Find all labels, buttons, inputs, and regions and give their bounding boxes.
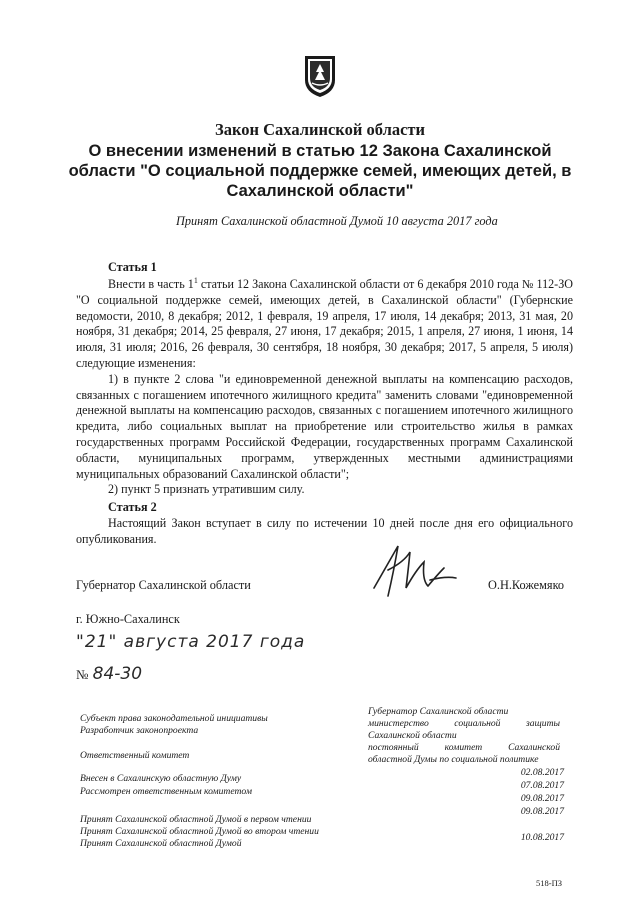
article-1-item-1: 1) в пункте 2 слова "и единовременной денежной выплаты на компенсацию расходов, связанных с погашением ипотечного жилищного кредита" заменить словами "единовременной денежной выплаты на компенсацию расходов, связанных с погашением ипотечного жилищного кредита, либо социальных выплат на приобретение или строительство жилья в рамках государственных программ Российской Федерации, государственных программ Сахалинской области, муниципальных программ, утвержденных местными администрациями муниципальных образований Сахалинской области";: [76, 371, 573, 481]
signatory-position: Губернатор Сахалинской области: [76, 578, 251, 592]
document-code: 518-ПЗ: [536, 878, 562, 888]
adoption-note: Принят Сахалинской областной Думой 10 августа 2017 года: [176, 214, 498, 228]
law-number: [76, 664, 142, 684]
law-subtitle: О внесении изменений в статью 12 Закона Сахалинской области "О социальной поддержке семей, имеющих детей, в Сахалинской области": [68, 142, 572, 200]
footer-committee: постоянный комитет Сахалинской: [368, 742, 560, 753]
footer-developer: министерство социальной защиты: [368, 718, 560, 729]
footer-date-adopted: 10.08.2017: [520, 832, 564, 843]
footer-submitted-label: Внесен в Сахалинскую областную Думу: [80, 773, 242, 784]
footer-date-third: 09.08.2017: [520, 793, 564, 804]
footer-committee-label: Ответственный комитет: [80, 750, 190, 761]
article-1-heading: Статья 1: [108, 260, 157, 274]
signing-city: г. Южно-Сахалинск: [76, 612, 180, 626]
footer-date-first-reading: 09.08.2017: [520, 806, 564, 817]
handwritten-signature: [368, 540, 460, 598]
article-2-heading: Статья 2: [108, 500, 157, 514]
footer-committee-cont: областной Думы по социальной политике: [368, 754, 539, 765]
article-1-intro: Внести в часть $1^1$ статьи 12 Закона Сахалинской области от 6 декабря 2010 года № 112-ЗО "О социальной поддержке семей, имеющих детей, в Сахалинской области" (Губернские ведомости, 2010, 8 декабря; 2012, 1 февраля, 19 апреля, 17 июля, 14 декабря; 2013, 31 мая, 20 ноября, 31 декабря; 2014, 25 февраля, 27 июня, 17 декабря; 2015, 1 апреля, 27 июня, 1 июня, 14 июля, 31 июля; 2016, 26 февраля, 30 сентября, 18 ноября, 30 декабря; 2017, 5 апреля, 5 июля) следующие изменения:: [76, 275, 574, 370]
article-1-item-2: 2) пункт 5 признать утратившим силу.: [108, 482, 305, 497]
footer-initiative-subject: Губернатор Сахалинской области: [368, 706, 509, 717]
handwritten-number: 84-30: [92, 664, 143, 684]
footer-developer-cont: Сахалинской области: [368, 730, 457, 741]
footer-date-considered: 07.08.2017: [520, 780, 564, 791]
footer-adopted-label: Принят Сахалинской областной Думой: [80, 838, 242, 849]
law-title: Закон Сахалинской области: [214, 120, 426, 139]
article-1-body: [76, 277, 573, 498]
footer-developer-label: Разработчик законопроекта: [80, 725, 199, 736]
handwritten-date: "21" августа 2017 года: [76, 632, 306, 652]
number-sign: №: [76, 667, 89, 682]
article-2-body: [76, 516, 573, 548]
footer-considered-label: Рассмотрен ответственным комитетом: [80, 786, 252, 797]
footer-first-reading-label: Принят Сахалинской областной Думой в первом чтении: [80, 814, 312, 825]
signatory-name: О.Н.Кожемяко: [488, 578, 565, 592]
article-2-text: Настоящий Закон вступает в силу по истечении 10 дней после дня его официального опубликования.: [76, 516, 573, 546]
footer-initiative-subject-label: Субъект права законодательной инициативы: [80, 713, 268, 724]
footer-second-reading-label: Принят Сахалинской областной Думой во втором чтении: [80, 826, 319, 837]
coat-of-arms-emblem: [302, 54, 338, 98]
footer-date-submitted: 02.08.2017: [520, 767, 564, 778]
